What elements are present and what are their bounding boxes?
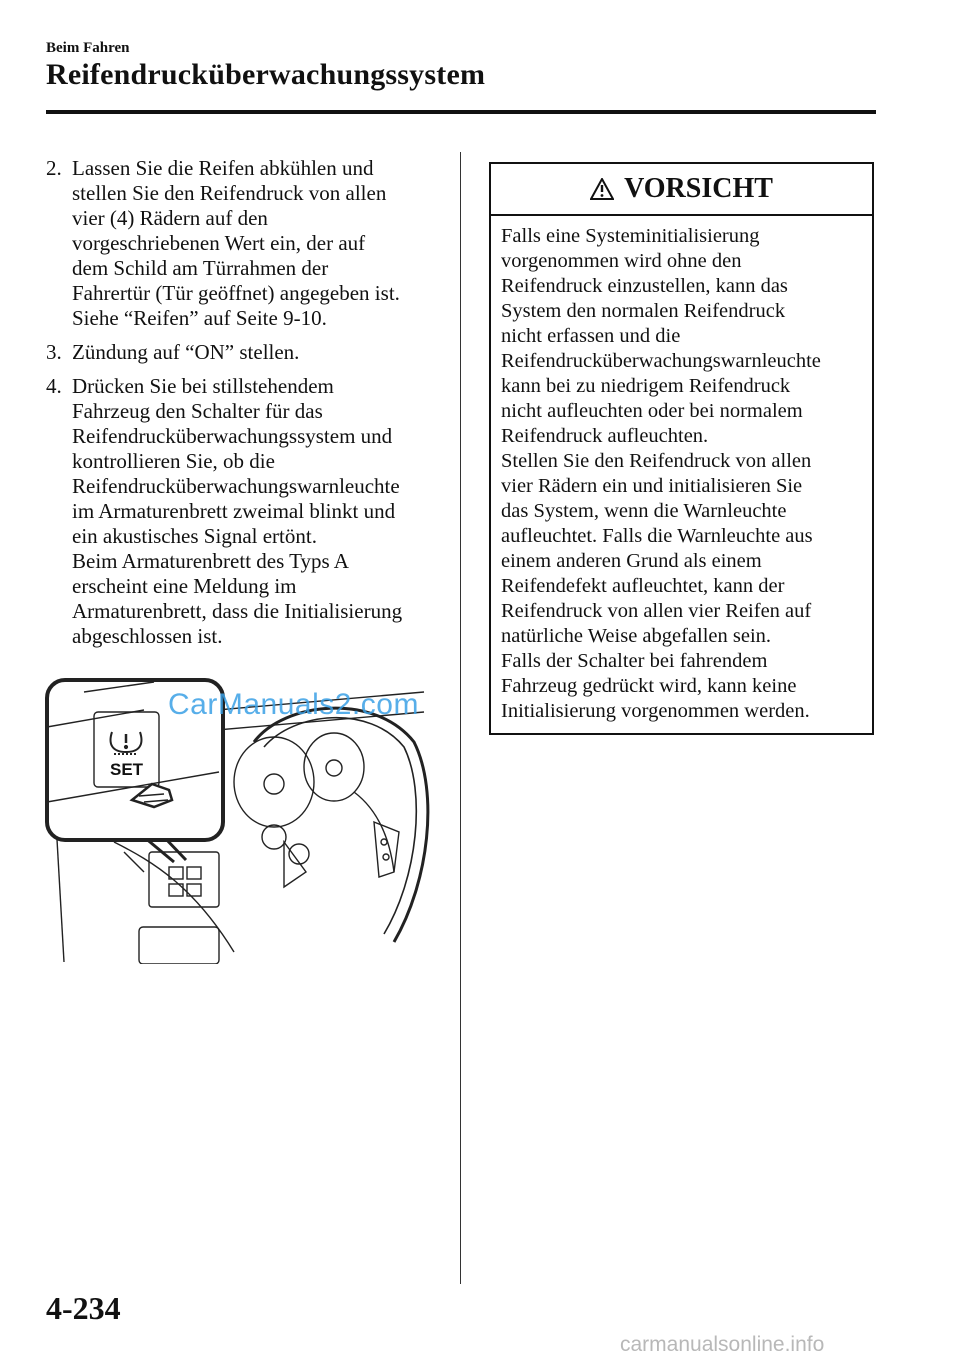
step-text-line: Fahrertür (Tür geöffnet) angegeben ist. (72, 281, 400, 305)
step-text-line: Drücken Sie bei stillstehendem (72, 374, 334, 398)
step-text-line: Reifendrucküberwachungssystem und (72, 424, 393, 448)
step-2 (46, 156, 438, 331)
caution-header (491, 164, 872, 216)
step-text-line: kontrollieren Sie, ob die (72, 449, 275, 473)
step-text-line: Beim Armaturenbrett des Typs A (72, 549, 349, 573)
caution-line: vier Rädern ein und initialisieren Sie (501, 475, 803, 497)
step-number: 4. (46, 374, 62, 398)
step-text-line: im Armaturenbrett zweimal blinkt und (72, 499, 396, 523)
step-4 (46, 374, 438, 649)
caution-line: natürliche Weise abgefallen sein. (501, 625, 772, 647)
step-number: 2. (46, 156, 62, 180)
set-button-label: SET (110, 760, 144, 779)
caution-line: aufleuchtet. Falls die Warnleuchte aus (501, 525, 813, 547)
step-text-line: Fahrzeug den Schalter für das (72, 399, 323, 423)
caution-line: Falls der Schalter bei fahrendem (501, 650, 768, 672)
caution-line: Stellen Sie den Reifendruck von allen (501, 450, 812, 472)
step-text-line: Reifendrucküberwachungswarnleuchte (72, 474, 400, 498)
caution-line: kann bei zu niedrigem Reifendruck (501, 375, 791, 397)
warning-triangle-icon (590, 178, 614, 200)
step-text-line: abgeschlossen ist. (72, 624, 223, 648)
step-text-line: erscheint eine Meldung im (72, 574, 297, 598)
step-text-line: Siehe “Reifen” auf Seite 9-10. (72, 306, 327, 330)
step-text-line: Armaturenbrett, dass die Initialisierung (72, 599, 403, 623)
caution-line: Reifendruck einzustellen, kann das (501, 275, 788, 297)
caution-text (501, 224, 866, 724)
caution-line: Reifendrucküberwachungswarnleuchte (501, 350, 821, 372)
caution-box (489, 162, 874, 735)
caution-line: Reifendefekt aufleuchtet, kann der (501, 575, 785, 597)
caution-line: Reifendruck aufleuchten. (501, 425, 709, 447)
step-text-line: ein akustisches Signal ertönt. (72, 524, 317, 548)
watermark-text: CarManuals2.com (168, 688, 419, 721)
caution-heading: VORSICHT (624, 173, 773, 204)
section-label: Beim Fahren (46, 40, 130, 56)
footer-url: carmanualsonline.info (620, 1333, 825, 1356)
caution-line: das System, wenn die Warnleuchte (501, 500, 787, 522)
step-3 (46, 340, 438, 365)
caution-line: Fahrzeug gedrückt wird, kann keine (501, 675, 797, 697)
caution-line: einem anderen Grund als einem (501, 550, 762, 572)
step-text-line: Zündung auf “ON” stellen. (72, 340, 300, 364)
page-number: 4-234 (46, 1290, 121, 1326)
step-text-line: vier (4) Rädern auf den (72, 206, 268, 230)
caution-line: Falls eine Systeminitialisierung (501, 225, 760, 247)
title-rule (46, 110, 876, 114)
step-text-line: Lassen Sie die Reifen abkühlen und (72, 156, 374, 180)
step-text-line: stellen Sie den Reifendruck von allen (72, 181, 387, 205)
caution-line: Initialisierung vorgenommen werden. (501, 700, 810, 722)
step-text-line: dem Schild am Türrahmen der (72, 256, 329, 280)
caution-line: vorgenommen wird ohne den (501, 250, 742, 272)
step-text-line: vorgeschriebenen Wert ein, der auf (72, 231, 366, 255)
column-divider (460, 152, 461, 1284)
caution-line: nicht aufleuchten oder bei normalem (501, 400, 803, 422)
caution-line: nicht erfassen und die (501, 325, 681, 347)
step-number: 3. (46, 340, 62, 364)
caution-line: Reifendruck von allen vier Reifen auf (501, 600, 812, 622)
page-title: Reifendrucküberwachungssystem (46, 58, 486, 91)
instruction-steps (46, 156, 438, 658)
caution-line: System den normalen Reifendruck (501, 300, 786, 322)
